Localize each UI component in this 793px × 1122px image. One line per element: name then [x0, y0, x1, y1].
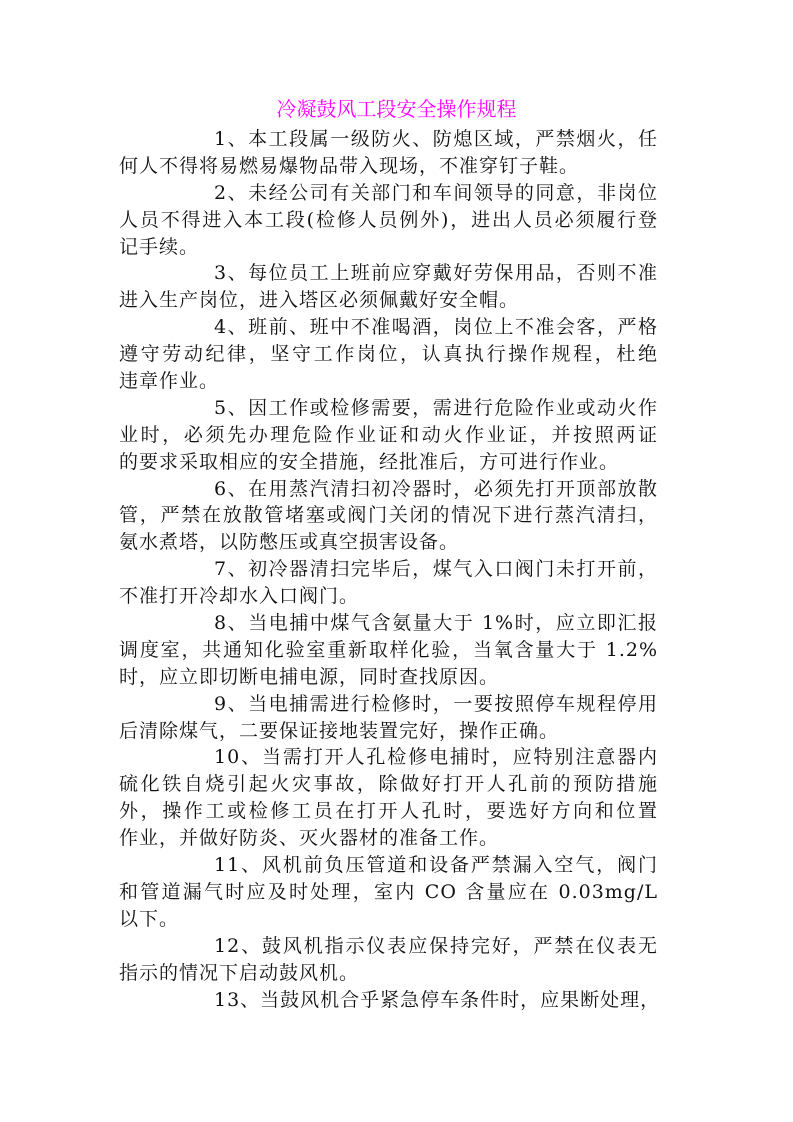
- paragraph-line: 管，严禁在放散管堵塞或阀门关闭的情况下进行蒸汽清扫，: [119, 504, 658, 527]
- paragraph-line: 12、鼓风机指示仪表应保持完好，严禁在仪表无: [214, 934, 658, 957]
- paragraph-line: 外，操作工或检修工员在打开人孔时，要选好方向和位置: [119, 800, 658, 823]
- paragraph: [119, 395, 658, 476]
- paragraph-line: 不准打开冷却水入口阀门。: [119, 585, 360, 608]
- paragraph-line: 记手续。: [119, 235, 200, 258]
- paragraph: [119, 126, 658, 180]
- paragraph-line: 指示的情况下启动鼓风机。: [119, 961, 360, 984]
- paragraph-line: 的要求采取相应的安全措施，经批准后，方可进行作业。: [119, 450, 620, 473]
- paragraph-line: 7、初冷器清扫完毕后，煤气入口阀门未打开前，: [214, 558, 658, 581]
- paragraph-line: 13、当鼓风机合乎紧急停车条件时，应果断处理，: [214, 988, 661, 1011]
- paragraph-line: 遵守劳动纪律，坚守工作岗位，认真执行操作规程，杜绝: [119, 343, 658, 366]
- paragraph-line: 3、每位员工上班前应穿戴好劳保用品，否则不准: [214, 262, 658, 285]
- paragraph-line: 时，应立即切断电捕电源，同时查找原因。: [119, 665, 500, 688]
- paragraph: [119, 314, 658, 395]
- paragraph-line: 硫化铁自烧引起火灾事故，除做好打开人孔前的预防措施: [119, 773, 658, 796]
- paragraph: [119, 180, 658, 261]
- document-title: 冷凝鼓风工段安全操作规程: [276, 97, 517, 121]
- paragraph-line: 何人不得将易燃易爆物品带入现场，不准穿钉子鞋。: [119, 154, 580, 177]
- paragraph-line: 业时，必须先办理危险作业证和动火作业证，并按照两证: [119, 423, 658, 446]
- paragraph-line: 11、风机前负压管道和设备严禁漏入空气，阀门: [214, 854, 658, 877]
- paragraph: [119, 260, 658, 314]
- paragraph: [119, 556, 658, 610]
- paragraph-line: 后清除煤气，二要保证接地装置完好，操作正确。: [119, 719, 560, 742]
- paragraph-line: 违章作业。: [119, 370, 220, 393]
- paragraph: [119, 744, 658, 852]
- paragraph: [119, 691, 658, 745]
- paragraph-line: 氨水煮塔，以防憋压或真空损害设备。: [119, 531, 460, 554]
- paragraph: [119, 852, 658, 933]
- paragraph-line: 4、班前、班中不准喝酒，岗位上不准会客，严格: [214, 316, 658, 339]
- paragraph-line: 和管道漏气时应及时处理，室内 CO 含量应在 0.03mg/L: [119, 880, 658, 903]
- paragraph-line: 9、当电捕需进行检修时，一要按照停车规程停用: [214, 692, 658, 715]
- paragraph-line: 以下。: [119, 907, 180, 930]
- paragraph: [119, 610, 658, 691]
- paragraph-line: 2、未经公司有关部门和车间领导的同意，非岗位: [214, 181, 658, 204]
- paragraph-line: 1、本工段属一级防火、防熄区域，严禁烟火，任: [214, 128, 658, 150]
- paragraph-line: 6、在用蒸汽清扫初冷器时，必须先打开顶部放散: [214, 477, 658, 500]
- paragraph: [119, 933, 658, 987]
- paragraph-line: 进入生产岗位，进入塔区必须佩戴好安全帽。: [119, 289, 520, 312]
- paragraph-line: 作业，并做好防炎、灭火器材的准备工作。: [119, 827, 500, 850]
- paragraph-line: 调度室，共通知化验室重新取样化验，当氧含量大于 1.2%: [119, 638, 658, 661]
- paragraph-line: 人员不得进入本工段(检修人员例外)，进出人员必须履行登: [119, 208, 658, 231]
- paragraph-line: 8、当电捕中煤气含氨量大于 1%时，应立即汇报: [214, 612, 658, 635]
- paragraph-line: 10、当需打开人孔检修电捕时，应特别注意器内: [214, 746, 658, 769]
- paragraph-line: 5、因工作或检修需要，需进行危险作业或动火作: [214, 396, 658, 419]
- document-body: [119, 126, 661, 1013]
- paragraph: [119, 476, 658, 557]
- paragraph: [119, 987, 661, 1014]
